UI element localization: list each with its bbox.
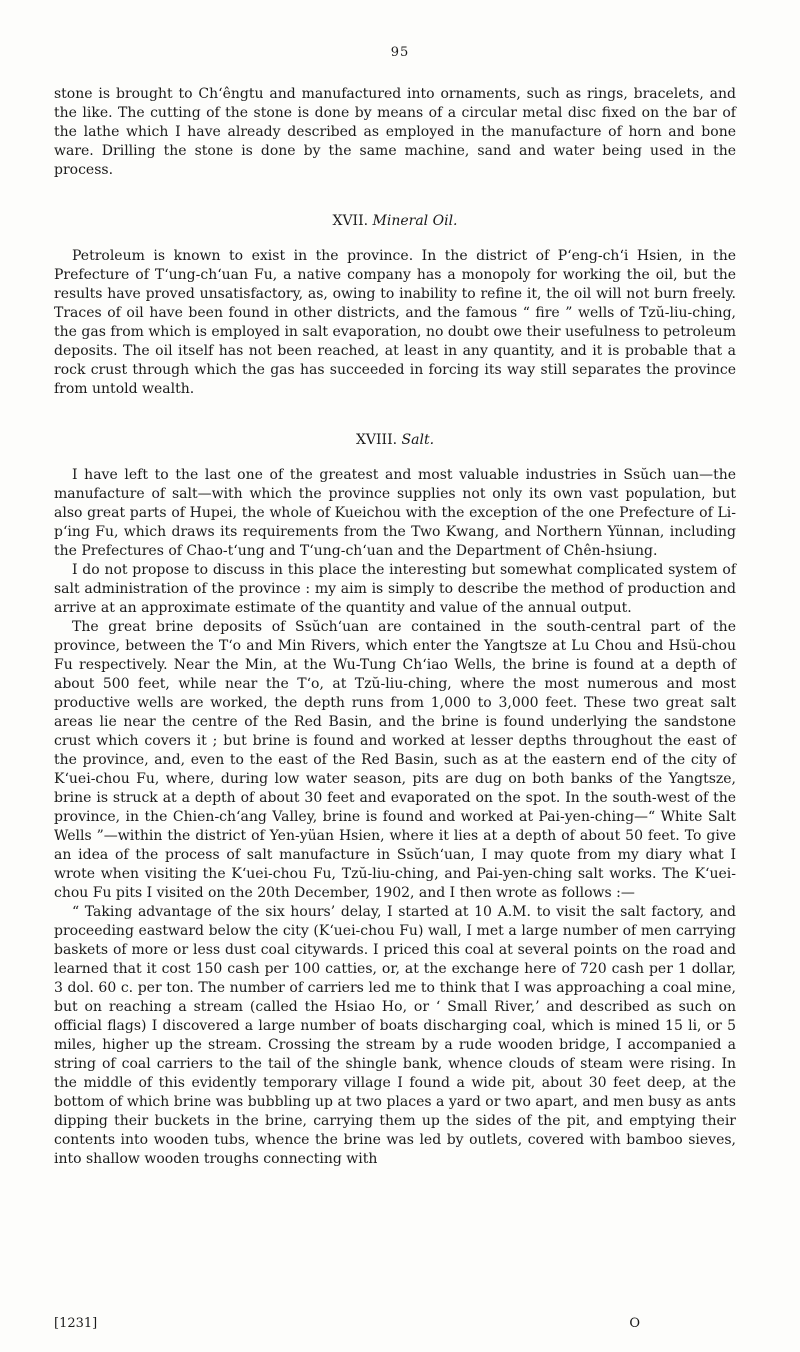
paragraph: I do not propose to discuss in this place the interesting but somewhat complicated system of salt administration of the province : my aim is simply to describe the method of production and arrive at an approximate estimate of the quantity and value of the annual output. (54, 562, 736, 616)
page-body (54, 85, 736, 1169)
paragraph: The great brine deposits of Ssŭchʻuan are contained in the south-central part of the province, between the Tʻo and Min Rivers, which enter the Yangtsze at Lu Chou and Hsü-chou Fu respectively. Near the Min, at the Wu-Tung Chʻiao Wells, the brine is found at a depth of about 500 feet, while near the Tʻo, at Tzŭ-liu-ching, where the most numerous and most productive wells are worked, the depth runs from 1,000 to 3,000 feet. These two great salt areas lie near the centre of the Red Basin, and the brine is found underlying the sandstone crust which covers it ; but brine is found and worked at lesser depths throughout the east of the province, and, even to the east of the Red Basin, such as at the eastern end of the city of Kʻuei-chou Fu, where, during low water season, pits are dug on both banks of the Yangtsze, brine is struck at a depth of about 30 feet and evaporated on the spot. In the south-west of the province, in the Chien-chʻang Valley, brine is found and worked at Pai-yen-ching—“ White Salt Wells ”—within the district of Yen-yüan Hsien, where it lies at a depth of about 50 feet. To give an idea of the process of salt manufacture in Ssŭchʻuan, I may quote from my diary what I wrote when visiting the Kʻuei-chou Fu, Tzŭ-liu-ching, and Pai-yen-ching salt works. The Kʻuei-chou Fu pits I visited on the 20th December, 1902, and I then wrote as follows :— (54, 619, 736, 901)
print-number: [1231] (54, 1316, 98, 1331)
section-heading-mineral-oil (54, 212, 736, 231)
paragraph: “ Taking advantage of the six hours’ delay, I started at 10 A.M. to visit the salt factory, and proceeding eastward below the city (Kʻuei-chou Fu) wall, I met a large number of men carrying baskets of more or less dust coal citywards. I priced this coal at several points on the road and learned that it cost 150 cash per 100 catties, or, at the exchange here of 720 cash per 1 dollar, 3 dol. 60 c. per ton. The number of carriers led me to think that I was approaching a coal mine, but on reaching a stream (called the Hsiao Ho, or ‘ Small River,’ and described as such on official flags) I discovered a large number of boats discharging coal, which is mined 15 li, or 5 miles, higher up the stream. Crossing the stream by a rude wooden bridge, I accompanied a string of coal carriers to the tail of the shingle bank, whence clouds of steam were rising. In the middle of this evidently temporary village I found a wide pit, about 30 feet deep, at the bottom of which brine was bubbling up at two places a yard or two apart, and men busy as ants dipping their buckets in the brine, carrying them up the sides of the pit, and emptying their contents into wooden tubs, whence the brine was led by outlets, covered with bamboo sieves, into shallow wooden troughs connecting with (54, 904, 736, 1167)
paragraph: I have left to the last one of the greatest and most valuable industries in Ssŭch uan—the manufacture of salt—with which the province supplies not only its own vast population, but also great parts of Hupei, the whole of Kueichou with the exception of the one Prefecture of Li-pʻing Fu, which draws its requirements from the Two Kwang, and Northern Yünnan, including the Prefectures of Chao-tʻung and Tʻung-chʻuan and the Department of Chên-hsiung. (54, 467, 736, 559)
page-footer (54, 1316, 736, 1331)
section-title: Mineral Oil. (372, 213, 458, 229)
page-number: 95 (390, 45, 410, 60)
section-heading-salt (54, 431, 736, 450)
section-title: Salt. (401, 432, 435, 448)
paragraph: Petroleum is known to exist in the province. In the district of Pʻeng-chʻi Hsien, in the Prefecture of Tʻung-chʻuan Fu, a native company has a monopoly for working the oil, but the results have proved unsatisfactory, as, owing to inability to refine it, the oil will not burn freely. Traces of oil have been found in other districts, and the famous “ fire ” wells of Tzŭ-liu-ching, the gas from which is employed in salt evaporation, no doubt owe their usefulness to petroleum deposits. The oil itself has not been reached, at least in any quantity, and it is probable that a rock crust through which the gas has succeeded in forcing its way still separates the province from untold wealth. (54, 248, 736, 397)
intro-paragraph: stone is brought to Chʻêngtu and manufactured into ornaments, such as rings, bracelets, and the like. The cutting of the stone is done by means of a circular metal disc fixed on the bar of the lathe which I have already described as employed in the manufacture of horn and bone ware. Drilling the stone is done by the same machine, sand and water being used in the process. (54, 86, 736, 178)
section-number: XVII. (332, 213, 369, 229)
signature-mark: O (629, 1316, 640, 1331)
section-number: XVIII. (355, 432, 398, 448)
